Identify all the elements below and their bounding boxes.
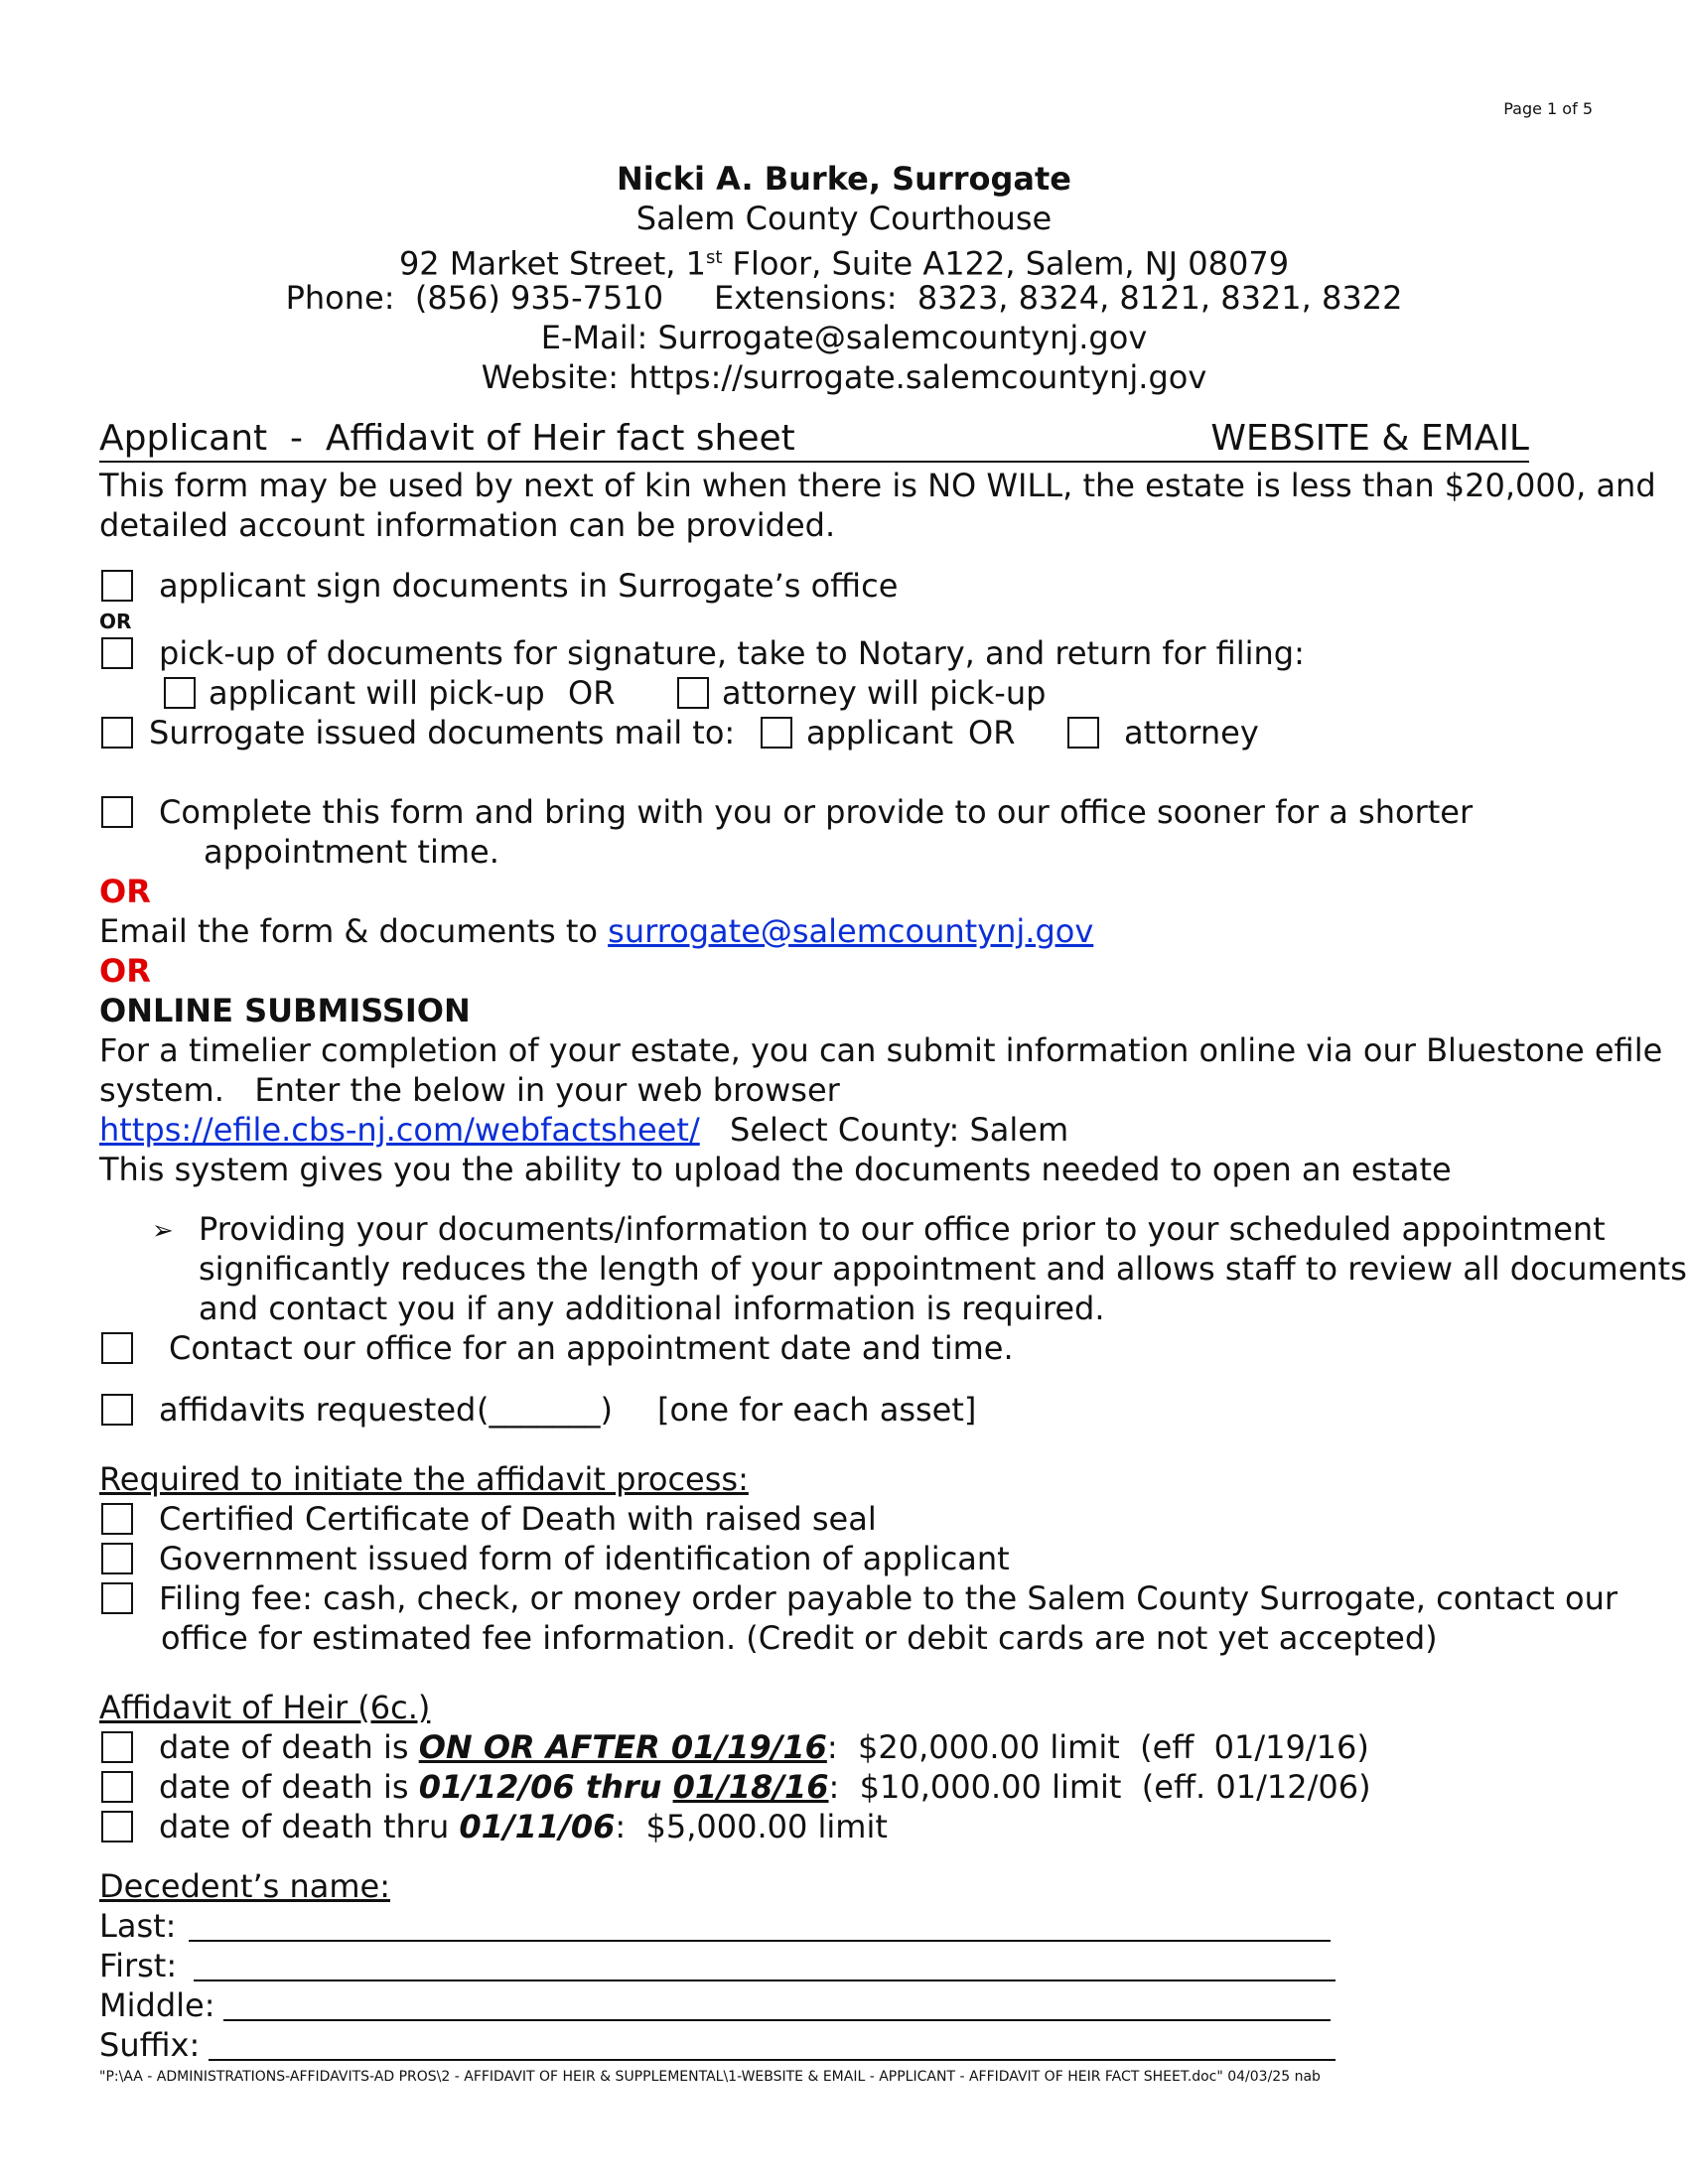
select-county: Select County: Salem bbox=[730, 1111, 1069, 1149]
address-pre: 92 Market Street, 1 bbox=[398, 244, 706, 283]
affidavit-heir-heading: Affidavit of Heir (6c.) bbox=[99, 1689, 431, 1726]
required-heading: Required to initiate the affidavit process: bbox=[99, 1460, 749, 1498]
bullet-line-3: and contact you if any additional information is required. bbox=[199, 1290, 1105, 1327]
death-certificate-checkbox[interactable] bbox=[101, 1503, 133, 1535]
mail-or-label: OR bbox=[968, 714, 1016, 751]
heir-before-2006-checkbox[interactable] bbox=[101, 1811, 133, 1843]
email-address: E-Mail: Surrogate@salemcountynj.gov bbox=[540, 319, 1148, 356]
intro-line-2: detailed account information can be provided. bbox=[99, 506, 836, 544]
heir-r1-pre: date of death is bbox=[159, 1728, 419, 1766]
first-name-label: First: bbox=[99, 1947, 178, 1984]
email-instruction-text: Email the form & documents to bbox=[99, 912, 609, 950]
filing-fee-line-2: office for estimated fee information. (Credit or debit cards are not yet accepted) bbox=[161, 1619, 1438, 1657]
page-number: Page 1 of 5 bbox=[1503, 99, 1593, 118]
heir-r2-post: : $10,000.00 limit (eff. 01/12/06) bbox=[828, 1768, 1371, 1806]
suffix-field[interactable] bbox=[209, 2059, 1336, 2061]
surrogate-email-link[interactable]: surrogate@salemcountynj.gov bbox=[608, 912, 1094, 950]
death-certificate-label: Certified Certificate of Death with raised seal bbox=[159, 1500, 877, 1538]
heir-2006-2016-label bbox=[159, 1767, 1371, 1807]
complete-form-checkbox[interactable] bbox=[101, 796, 133, 828]
identification-label: Government issued form of identification of applicant bbox=[159, 1540, 1010, 1577]
surrogate-name: Nicki A. Burke, Surrogate bbox=[616, 160, 1071, 198]
affidavits-requested-checkbox[interactable] bbox=[101, 1394, 133, 1426]
or-small-label: OR bbox=[99, 610, 132, 633]
email-instruction bbox=[99, 911, 1093, 951]
attorney-pickup-label: attorney will pick-up bbox=[722, 674, 1047, 712]
applicant-pickup-checkbox[interactable] bbox=[164, 677, 196, 709]
heir-2006-2016-checkbox[interactable] bbox=[101, 1771, 133, 1803]
heir-after-2016-checkbox[interactable] bbox=[101, 1731, 133, 1763]
complete-form-line-2: appointment time. bbox=[204, 833, 499, 871]
contact-office-checkbox[interactable] bbox=[101, 1332, 133, 1364]
file-path-footer: "P:\AA - ADMINISTRATIONS-AFFIDAVITS-AD PROS\2 - AFFIDAVIT OF HEIR & SUPPLEMENTAL\1-WEBSITE & EMAIL - APPLICANT - AFFIDAVIT OF HEIR FACT SHEET.doc" 04/03/25 nab bbox=[99, 2069, 1321, 2085]
affidavits-note: [one for each asset] bbox=[657, 1391, 977, 1429]
heir-r2-date-2: 01/18/16 bbox=[672, 1768, 829, 1806]
identification-checkbox[interactable] bbox=[101, 1543, 133, 1574]
website-address: Website: https://surrogate.salemcountynj.gov bbox=[481, 358, 1207, 396]
phone-extensions: Phone: (856) 935-7510 Extensions: 8323, 8324, 8121, 8321, 8322 bbox=[285, 279, 1403, 317]
courthouse: Salem County Courthouse bbox=[635, 200, 1053, 237]
mail-to-checkbox[interactable] bbox=[101, 717, 133, 749]
online-line-3: This system gives you the ability to upload the documents needed to open an estate bbox=[99, 1151, 1452, 1188]
heir-after-2016-label bbox=[159, 1727, 1369, 1767]
online-submission-heading: ONLINE SUBMISSION bbox=[99, 992, 471, 1029]
last-name-label: Last: bbox=[99, 1907, 177, 1945]
decedent-heading: Decedent’s name: bbox=[99, 1867, 390, 1905]
efile-link[interactable]: https://efile.cbs-nj.com/webfactsheet/ bbox=[99, 1111, 700, 1149]
online-line-2: system. Enter the below in your web browser bbox=[99, 1071, 840, 1109]
heir-r3-date: 01/11/06 bbox=[459, 1808, 616, 1845]
last-name-field[interactable] bbox=[189, 1940, 1331, 1942]
heir-r1-post: : $20,000.00 limit (eff 01/19/16) bbox=[826, 1728, 1369, 1766]
mail-applicant-checkbox[interactable] bbox=[761, 717, 792, 749]
heir-r2-date-1: 01/12/06 thru bbox=[418, 1768, 673, 1806]
bullet-line-1: Providing your documents/information to our office prior to your scheduled appointment bbox=[199, 1210, 1606, 1248]
address-post: Floor, Suite A122, Salem, NJ 08079 bbox=[722, 244, 1290, 283]
mail-to-label: Surrogate issued documents mail to: bbox=[149, 714, 736, 751]
mail-attorney-label: attorney bbox=[1124, 714, 1259, 751]
sign-in-office-checkbox[interactable] bbox=[101, 570, 133, 602]
or-red-2: OR bbox=[99, 952, 151, 990]
online-line-1: For a timelier completion of your estate, you can submit information online via our Bluestone efile bbox=[99, 1031, 1663, 1069]
suffix-label: Suffix: bbox=[99, 2026, 201, 2064]
affidavits-requested-label: affidavits requested bbox=[159, 1391, 477, 1429]
filing-fee-line-1: Filing fee: cash, check, or money order payable to the Salem County Surrogate, contact our bbox=[159, 1579, 1618, 1617]
heir-r3-post: : $5,000.00 limit bbox=[615, 1808, 888, 1845]
form-title bbox=[99, 417, 1529, 463]
heir-r3-pre: date of death thru bbox=[159, 1808, 460, 1845]
filing-fee-checkbox[interactable] bbox=[101, 1582, 133, 1614]
pickup-or-label: OR bbox=[568, 674, 616, 712]
middle-name-label: Middle: bbox=[99, 1986, 215, 2024]
complete-form-line-1: Complete this form and bring with you or provide to our office sooner for a shorter bbox=[159, 793, 1474, 831]
applicant-pickup-label: applicant will pick-up bbox=[209, 674, 545, 712]
mail-applicant-label: applicant bbox=[806, 714, 954, 751]
heir-r2-pre: date of death is bbox=[159, 1768, 419, 1806]
affidavits-count-blank[interactable]: (_______) bbox=[477, 1391, 613, 1429]
title-left: Applicant - Affidavit of Heir fact sheet bbox=[99, 418, 795, 459]
title-right: WEBSITE & EMAIL bbox=[1210, 418, 1529, 459]
heir-before-2006-label bbox=[159, 1807, 888, 1846]
address-sup: st bbox=[705, 247, 723, 268]
middle-name-field[interactable] bbox=[223, 2019, 1331, 2021]
first-name-field[interactable] bbox=[194, 1979, 1336, 1981]
arrow-bullet-icon: ➢ bbox=[152, 1216, 174, 1246]
mail-attorney-checkbox[interactable] bbox=[1067, 717, 1099, 749]
intro-line-1: This form may be used by next of kin when there is NO WILL, the estate is less than $20,000, and bbox=[99, 467, 1656, 504]
sign-in-office-label: applicant sign documents in Surrogate’s office bbox=[159, 567, 899, 605]
pickup-checkbox[interactable] bbox=[101, 637, 133, 669]
attorney-pickup-checkbox[interactable] bbox=[677, 677, 709, 709]
or-red-1: OR bbox=[99, 873, 151, 910]
heir-r1-date: ON OR AFTER 01/19/16 bbox=[418, 1728, 827, 1766]
contact-office-label: Contact our office for an appointment date and time. bbox=[169, 1329, 1014, 1367]
address bbox=[0, 238, 1688, 284]
bullet-line-2: significantly reduces the length of your appointment and allows staff to review all documents bbox=[199, 1250, 1687, 1288]
pickup-label: pick-up of documents for signature, take to Notary, and return for filing: bbox=[159, 634, 1305, 672]
